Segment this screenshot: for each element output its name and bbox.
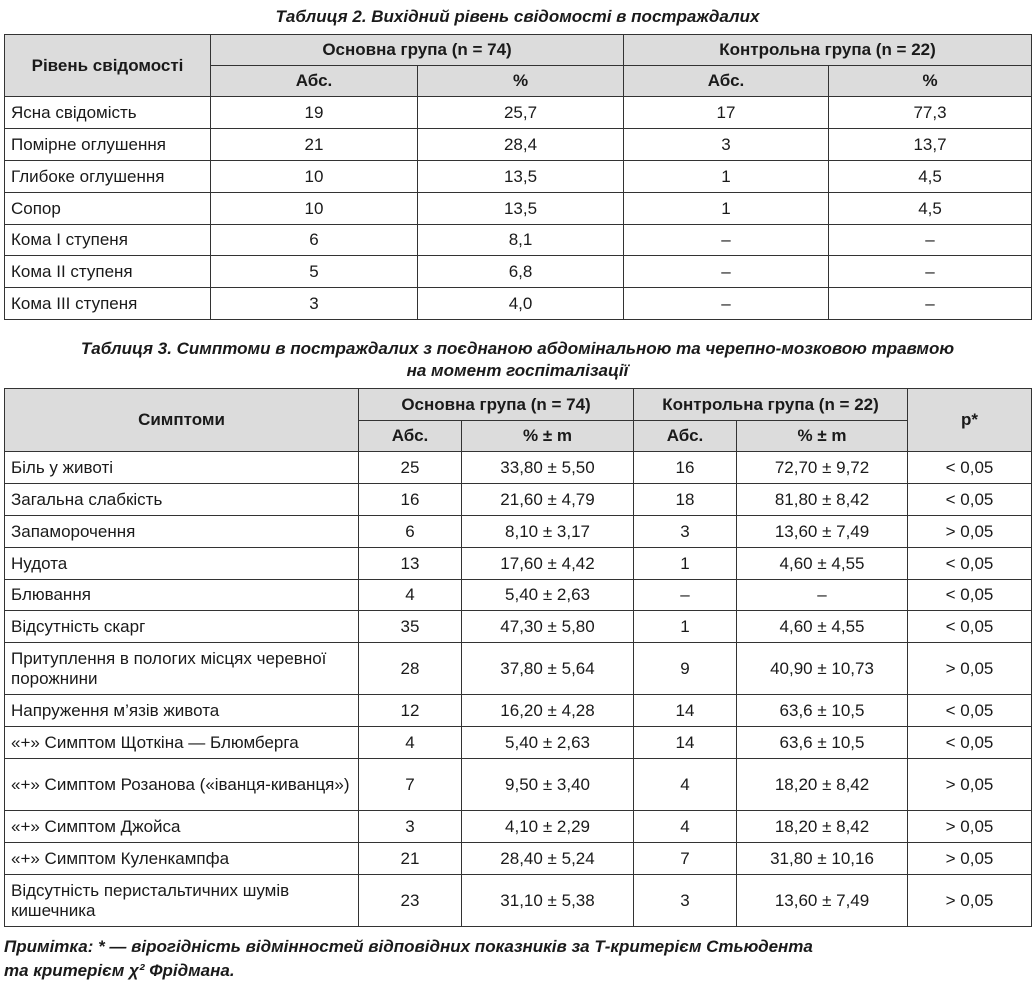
row-label: Відсутність скарг [5,611,359,643]
table-row [5,843,1032,875]
table3-caption-line2: на момент госпіталізації [406,361,629,380]
row-label: Нудота [5,548,359,580]
table-cell: 1 [624,161,829,193]
header-pct: % [418,66,624,97]
table-cell: – [624,256,829,288]
table-cell: < 0,05 [908,695,1032,727]
header-abs: Абс. [359,421,462,452]
footnote-line1: Примітка: * — вірогідність відмінностей відповідних показників за Т-критерієм Стьюдента [4,937,813,956]
table-row [5,97,1032,129]
header-p: p* [908,389,1032,452]
header-abs: Абс. [624,66,829,97]
table-cell: 35 [359,611,462,643]
row-label: «+» Симптом Куленкампфа [5,843,359,875]
row-label: Помірне оглушення [5,129,211,161]
table-cell: 6 [211,225,418,256]
header-main-group: Основна група (n = 74) [359,389,634,421]
table-cell: 4,60 ± 4,55 [737,611,908,643]
table-row [5,811,1032,843]
table-cell: > 0,05 [908,516,1032,548]
table3-caption [0,338,1035,382]
table-cell: – [624,225,829,256]
table-cell: 7 [634,843,737,875]
table-cell: 72,70 ± 9,72 [737,452,908,484]
table-cell: 3 [624,129,829,161]
table-row [5,288,1032,320]
table-cell: 16 [634,452,737,484]
table-cell: < 0,05 [908,611,1032,643]
table-cell: 13,60 ± 7,49 [737,875,908,927]
table-cell: < 0,05 [908,548,1032,580]
table-cell: 1 [634,548,737,580]
table-symptoms [4,388,1032,927]
header-pct-m: % ± m [737,421,908,452]
table-cell: 5 [211,256,418,288]
table-cell: 4 [634,759,737,811]
table3-caption-line1: Таблиця 3. Симптоми в постраждалих з поєднаною абдомінальною та черепно-мозковою травмою [80,339,955,358]
table-cell: 28,4 [418,129,624,161]
row-label: Біль у животі [5,452,359,484]
header-main-group: Основна група (n = 74) [211,35,624,66]
table-row [5,516,1032,548]
table-cell: 13,7 [829,129,1032,161]
table-cell: 13,60 ± 7,49 [737,516,908,548]
header-control-group: Контрольна група (n = 22) [634,389,908,421]
table-cell: 4,5 [829,193,1032,225]
table-cell: 28,40 ± 5,24 [462,843,634,875]
table-cell: 4 [634,811,737,843]
table-row [5,695,1032,727]
table-cell: – [829,288,1032,320]
table-cell: 8,10 ± 3,17 [462,516,634,548]
table-cell: – [829,225,1032,256]
table-cell: 10 [211,161,418,193]
table-cell: 16 [359,484,462,516]
table-row [5,256,1032,288]
table2-caption: Таблиця 2. Вихідний рівень свідомості в постраждалих [275,7,760,26]
table-row [5,727,1032,759]
row-label: Кома І ступеня [5,225,211,256]
footnote-line2: та критерієм χ² Фрідмана. [4,961,235,980]
table-cell: 23 [359,875,462,927]
row-label: Блювання [5,580,359,611]
table-cell: > 0,05 [908,843,1032,875]
table-cell: 5,40 ± 2,63 [462,727,634,759]
table-cell: 6 [359,516,462,548]
table-row [5,548,1032,580]
table-cell: 3 [634,875,737,927]
table-cell: 19 [211,97,418,129]
table-cell: – [737,580,908,611]
table-cell: 31,10 ± 5,38 [462,875,634,927]
table-cell: 16,20 ± 4,28 [462,695,634,727]
table-row [5,875,1032,927]
table-row [5,161,1032,193]
table-cell: 18,20 ± 8,42 [737,759,908,811]
table-cell: 4,5 [829,161,1032,193]
table-cell: 4,10 ± 2,29 [462,811,634,843]
table-cell: 3 [359,811,462,843]
table-cell: 18 [634,484,737,516]
table-cell: 21,60 ± 4,79 [462,484,634,516]
header-abs: Абс. [211,66,418,97]
header-level: Рівень свідомості [5,35,211,97]
table-cell: 8,1 [418,225,624,256]
table-cell: 33,80 ± 5,50 [462,452,634,484]
row-label: Ясна свідомість [5,97,211,129]
table-cell: 21 [359,843,462,875]
table-row [5,611,1032,643]
table-cell: 4 [359,580,462,611]
table-cell: 31,80 ± 10,16 [737,843,908,875]
table-cell: 12 [359,695,462,727]
table-cell: 14 [634,727,737,759]
header-control-group: Контрольна група (n = 22) [624,35,1032,66]
table-cell: 18,20 ± 8,42 [737,811,908,843]
table-cell: 25 [359,452,462,484]
table-cell: 28 [359,643,462,695]
table-cell: 47,30 ± 5,80 [462,611,634,643]
table-cell: 25,7 [418,97,624,129]
table-cell: 63,6 ± 10,5 [737,695,908,727]
table-cell: > 0,05 [908,759,1032,811]
table-cell: 17,60 ± 4,42 [462,548,634,580]
table-cell: < 0,05 [908,580,1032,611]
table-row [5,193,1032,225]
row-label: Притуплення в пологих місцях черевної порожнини [5,643,359,695]
table-cell: < 0,05 [908,484,1032,516]
header-symptoms: Симптоми [5,389,359,452]
table-cell: 13,5 [418,193,624,225]
table-cell: 3 [211,288,418,320]
row-label: «+» Симптом Щоткіна — Блюмберга [5,727,359,759]
row-label: Сопор [5,193,211,225]
footnote [4,935,1024,983]
header-pct: % [829,66,1032,97]
table-cell: 81,80 ± 8,42 [737,484,908,516]
table-cell: > 0,05 [908,643,1032,695]
table-row [5,129,1032,161]
table-cell: 1 [624,193,829,225]
table-cell: 40,90 ± 10,73 [737,643,908,695]
table-row [5,580,1032,611]
row-label: «+» Симптом Джойса [5,811,359,843]
table-cell: > 0,05 [908,875,1032,927]
table-cell: 10 [211,193,418,225]
table-row [5,643,1032,695]
row-label: Запаморочення [5,516,359,548]
table-cell: 6,8 [418,256,624,288]
table-row [5,225,1032,256]
table-cell: 21 [211,129,418,161]
table-cell: – [829,256,1032,288]
table-cell: 7 [359,759,462,811]
table-cell: 5,40 ± 2,63 [462,580,634,611]
table-cell: – [624,288,829,320]
table-cell: < 0,05 [908,727,1032,759]
table-row [5,452,1032,484]
table-cell: 77,3 [829,97,1032,129]
header-pct-m: % ± m [462,421,634,452]
row-label: Відсутність перистальтичних шумів кишечника [5,875,359,927]
table-row [5,484,1032,516]
row-label: Кома ІІ ступеня [5,256,211,288]
table-cell: 63,6 ± 10,5 [737,727,908,759]
row-label: Глибоке оглушення [5,161,211,193]
table-cell: 9,50 ± 3,40 [462,759,634,811]
table-cell: > 0,05 [908,811,1032,843]
table-cell: 17 [624,97,829,129]
table-cell: – [634,580,737,611]
table-cell: 4,60 ± 4,55 [737,548,908,580]
table-cell: 3 [634,516,737,548]
table-cell: 1 [634,611,737,643]
row-label: Загальна слабкість [5,484,359,516]
table-cell: 13 [359,548,462,580]
table-cell: 14 [634,695,737,727]
row-label: «+» Симптом Розанова («іванця-киванця») [5,759,359,811]
table-cell: 4 [359,727,462,759]
table-cell: 13,5 [418,161,624,193]
table-cell: < 0,05 [908,452,1032,484]
row-label: Кома ІІІ ступеня [5,288,211,320]
table-cell: 37,80 ± 5,64 [462,643,634,695]
table-cell: 4,0 [418,288,624,320]
table-consciousness-level [4,34,1032,320]
header-abs: Абс. [634,421,737,452]
table-row [5,759,1032,811]
table-cell: 9 [634,643,737,695]
row-label: Напруження м’язів живота [5,695,359,727]
